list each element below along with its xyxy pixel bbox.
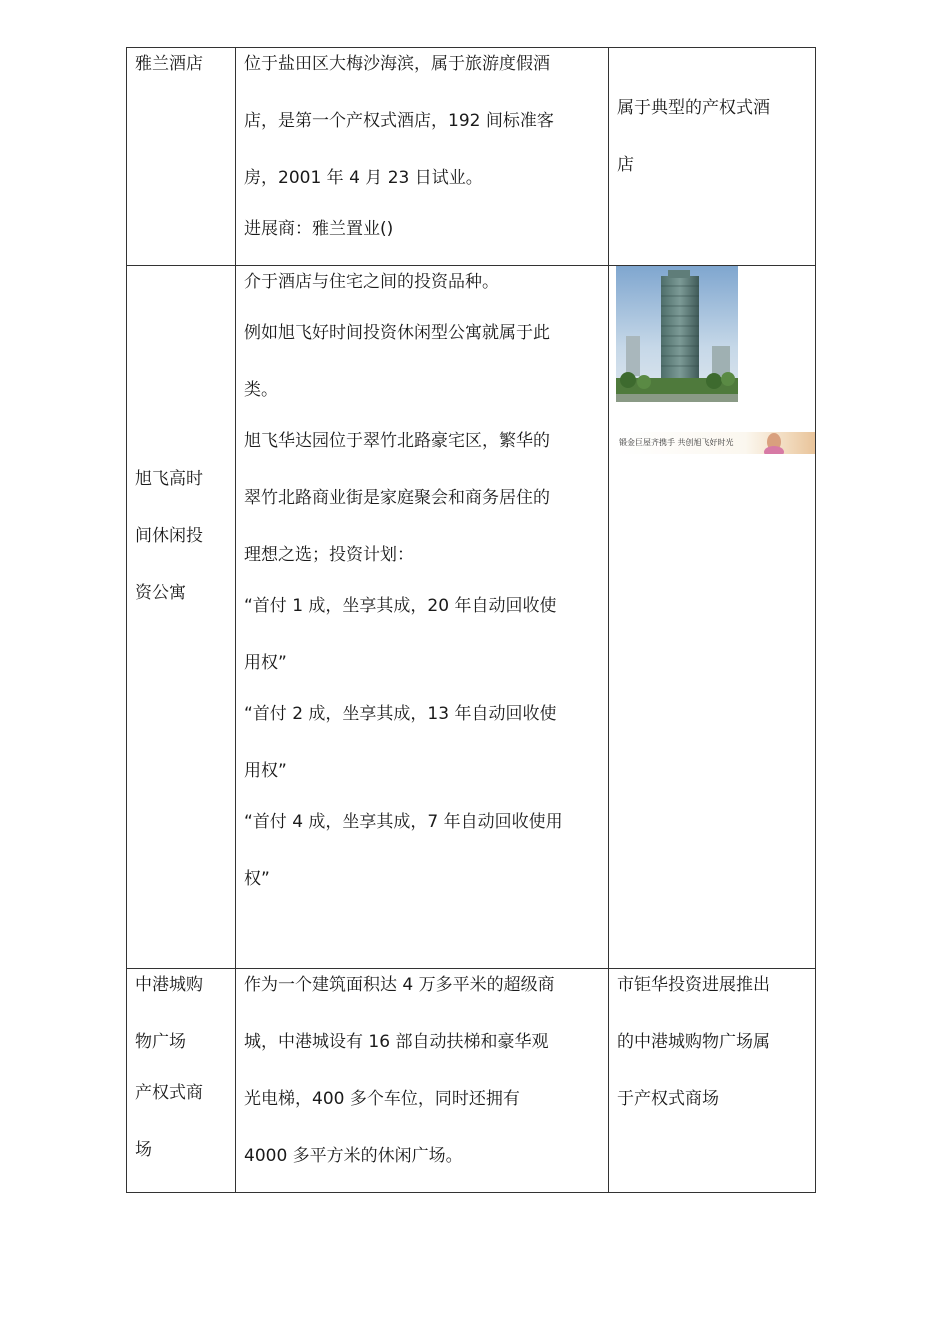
name-line: 产权式商 — [135, 1083, 203, 1103]
note-cell — [609, 266, 816, 969]
desc-line: 作为一个建筑面积达 4 万多平米的超级商 — [244, 975, 555, 995]
desc-line: 旭飞华达园位于翠竹北路豪宅区，繁华的 — [244, 431, 550, 451]
description-cell — [236, 48, 609, 266]
property-table — [126, 47, 816, 1193]
name-cell — [127, 969, 236, 1193]
desc-line: 光电梯，400 多个车位，同时还拥有 — [244, 1089, 520, 1109]
note-line: 的中港城购物广场属 — [617, 1032, 770, 1052]
building-photo — [616, 266, 738, 402]
desc-line: 理想之选；投资计划： — [244, 545, 414, 565]
desc-line: 类。 — [244, 380, 278, 400]
desc-line: 4000 多平方米的休闲广场。 — [244, 1146, 463, 1166]
desc-line: 用权” — [244, 653, 287, 673]
desc-line: 房，2001 年 4 月 23 日试业。 — [244, 168, 483, 188]
name-line: 旭飞高时 — [135, 469, 203, 489]
note-line: 店 — [617, 155, 634, 175]
desc-line: “首付 2 成，坐享其成，13 年自动回收使 — [244, 704, 557, 724]
description-cell — [236, 266, 609, 969]
desc-line: 店，是第一个产权式酒店，192 间标准客 — [244, 111, 554, 131]
note-cell — [609, 969, 816, 1193]
note-line: 市钜华投资进展推出 — [617, 975, 770, 995]
name-line: 场 — [135, 1140, 152, 1160]
desc-line: “首付 4 成，坐享其成，7 年自动回收使用 — [244, 812, 563, 832]
name-line: 中港城购 — [135, 975, 203, 995]
name-line: 间休闲投 — [135, 526, 203, 546]
desc-line: 城，中港城设有 16 部自动扶梯和豪华观 — [244, 1032, 549, 1052]
desc-line: 例如旭飞好时间投资休闲型公寓就属于此 — [244, 323, 550, 343]
desc-line: 权” — [244, 869, 270, 889]
note-line: 于产权式商场 — [617, 1089, 719, 1109]
desc-line: 位于盐田区大梅沙海滨，属于旅游度假酒 — [244, 54, 550, 74]
table-row — [127, 969, 816, 1193]
description-cell — [236, 969, 609, 1193]
promo-banner — [616, 432, 815, 454]
note-cell — [609, 48, 816, 266]
name-cell — [127, 48, 236, 266]
name-line: 资公寓 — [135, 583, 186, 603]
table-row — [127, 48, 816, 266]
table-row — [127, 266, 816, 969]
note-line: 属于典型的产权式酒 — [617, 98, 770, 118]
desc-line: 进展商：雅兰置业() — [244, 219, 394, 239]
name-line: 物广场 — [135, 1032, 186, 1052]
name-text: 雅兰酒店 — [135, 54, 203, 74]
name-cell — [127, 266, 236, 969]
promo-banner-text: 锻金巨屋齐携手 共创旭飞好时光 — [619, 438, 734, 447]
desc-line: “首付 1 成，坐享其成，20 年自动回收使 — [244, 596, 557, 616]
desc-line: 介于酒店与住宅之间的投资品种。 — [244, 272, 499, 292]
desc-line: 用权” — [244, 761, 287, 781]
desc-line: 翠竹北路商业街是家庭聚会和商务居住的 — [244, 488, 550, 508]
